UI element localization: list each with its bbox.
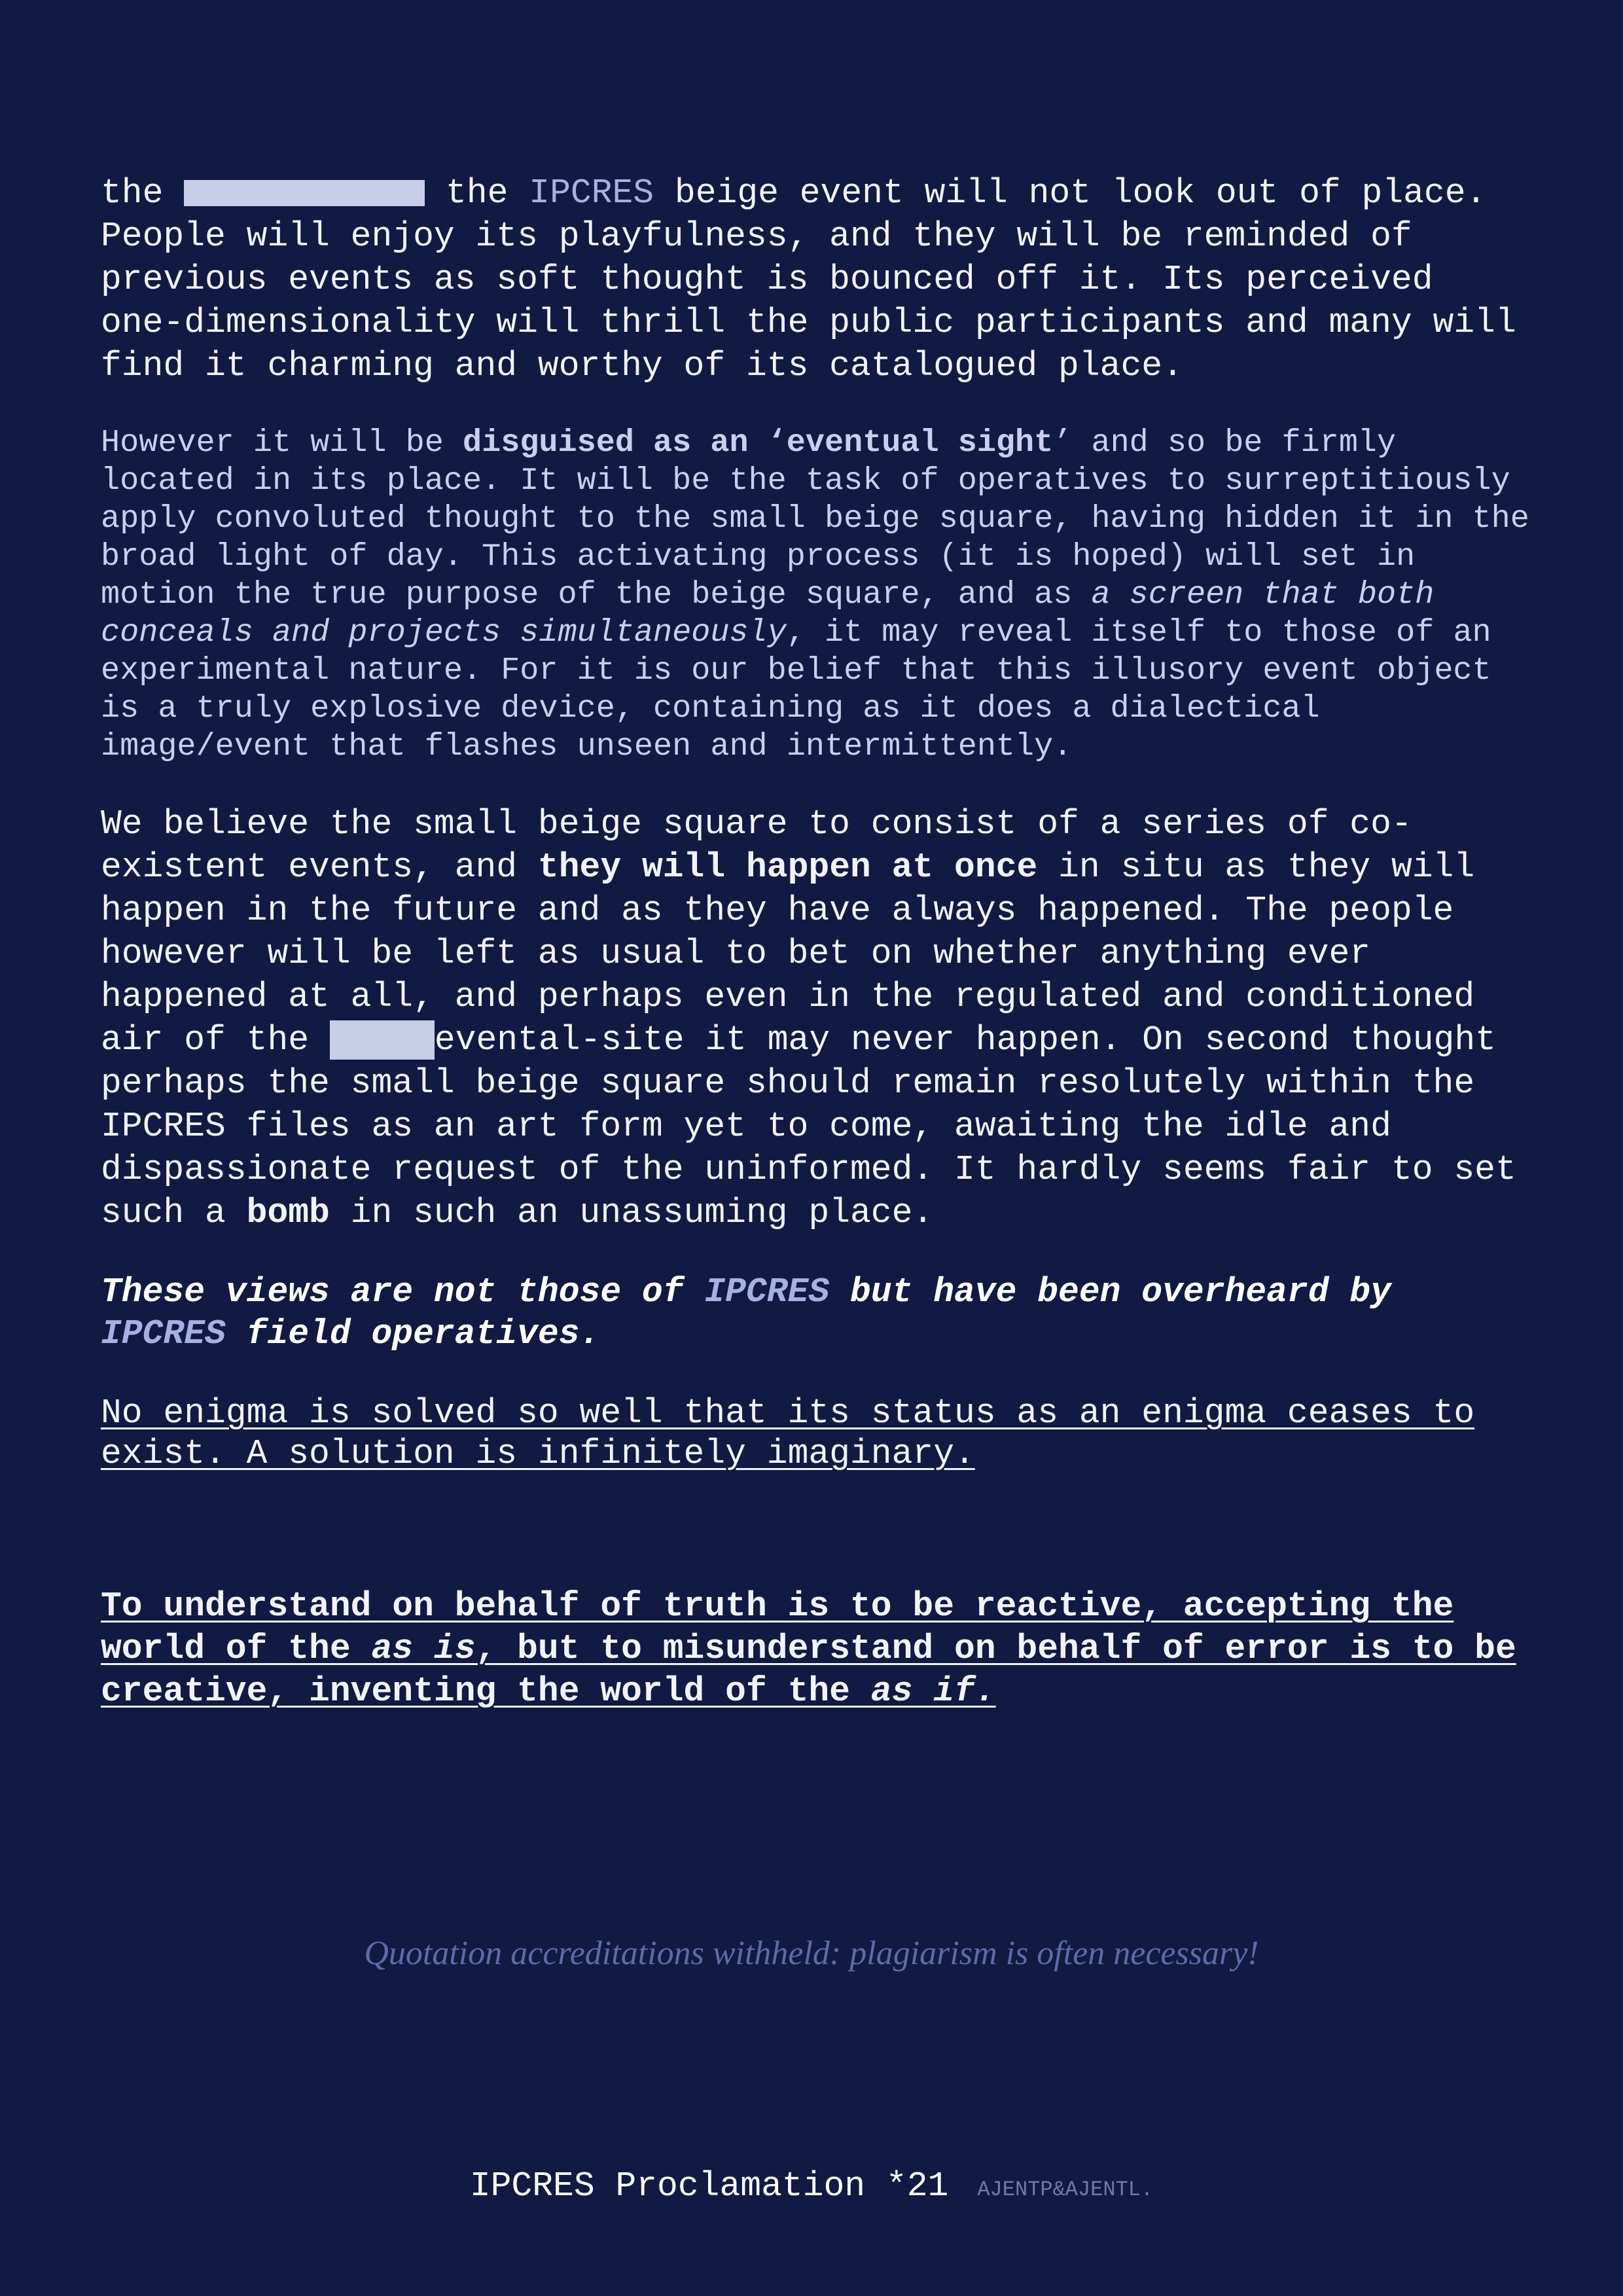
text-fragment: evental-site it may never happen. On second thought perhaps the small beige square should remain resolutely within the IPCRES files as an art form yet to come, awaiting the idle and dispassionate request of the uninformed. It hardly seems fair to set such a — [101, 1020, 1516, 1232]
proclamation-title: IPCRES Proclamation *21 — [469, 2166, 949, 2206]
emphasis-bold: bomb — [246, 1193, 330, 1232]
disclaimer — [101, 1271, 1534, 1355]
emphasis-italic: a screen that both conceals and projects simultaneously — [101, 577, 1435, 651]
text-fragment: the — [101, 173, 185, 213]
ipcres-mention: IPCRES — [101, 1314, 226, 1354]
text-fragment: the — [425, 173, 529, 213]
text-fragment: beige event will not look out of place. People will enjoy its playfulness, and they will be reminded of previous events as soft thought is bounced off it. Its perceived one-dimensionality will thrill the public participants and many will find it charming and worthy of its catalogued place. — [101, 173, 1516, 386]
closing-note: Quotation accreditations withheld: plagiarism is often necessary! — [364, 1935, 1259, 1972]
text-fragment: ’ and so be firmly located in its place. It will be the task of operatives to surreptitiously apply convoluted thought to the small beige square, having hidden it in the broad light of day. This activating process (it is hoped) will set in motion the true purpose of the beige square, and as — [101, 425, 1529, 613]
emphasis-bold: disguised as an ‘eventual sight — [463, 425, 1054, 461]
ipcres-mention: IPCRES — [704, 1272, 830, 1312]
text-fragment: in such an unassuming place. — [329, 1193, 934, 1232]
emphasis-bold: they will happen at once — [537, 848, 1038, 887]
redaction-block — [184, 180, 425, 206]
text-fragment: but have been overheard by — [829, 1272, 1391, 1312]
footer — [0, 2166, 1623, 2206]
quote-understanding — [101, 1585, 1534, 1713]
paragraph-coexistent-events — [101, 802, 1534, 1234]
proclamation-body — [101, 171, 1534, 1713]
paragraph-beige-event — [101, 171, 1534, 387]
redaction-block — [330, 1020, 435, 1060]
emphasis-italic: as is — [371, 1629, 476, 1668]
text-fragment: field operatives. — [225, 1314, 601, 1354]
paragraph-disguised — [101, 424, 1534, 766]
text-fragment: These views are not those of — [101, 1272, 705, 1312]
text-fragment: However it will be — [101, 425, 463, 461]
text-fragment: To understand on behalf of truth is to be reactive, accepting the world of the — [101, 1587, 1454, 1668]
author-signature: AJENTP&AJENTL. — [977, 2178, 1154, 2202]
ipcres-mention: IPCRES — [529, 173, 654, 213]
quote-text: No enigma is solved so well that its status as an enigma ceases to exist. A solution is infinitely imaginary. — [101, 1393, 1475, 1473]
text-fragment: , but to misunderstand on behalf of error is to be creative, inventing the world of the — [101, 1629, 1516, 1711]
text-fragment: in situ as they will happen in the future and as they have always happened. The people however will be left as usual to bet on whether anything ever happened at all, and perhaps even in the regulated and conditioned air of the — [101, 848, 1475, 1060]
text-fragment: , it may reveal itself to those of an experimental nature. For it is our belief that this illusory event object is a truly explosive device, containing as it does a dialectical image/event that flashes unseen and intermittently. — [101, 615, 1491, 764]
quote-enigma — [101, 1393, 1534, 1474]
text-fragment: We believe the small beige square to consist of a series of co-existent events, and — [101, 804, 1412, 887]
emphasis-italic: as if. — [870, 1672, 996, 1711]
